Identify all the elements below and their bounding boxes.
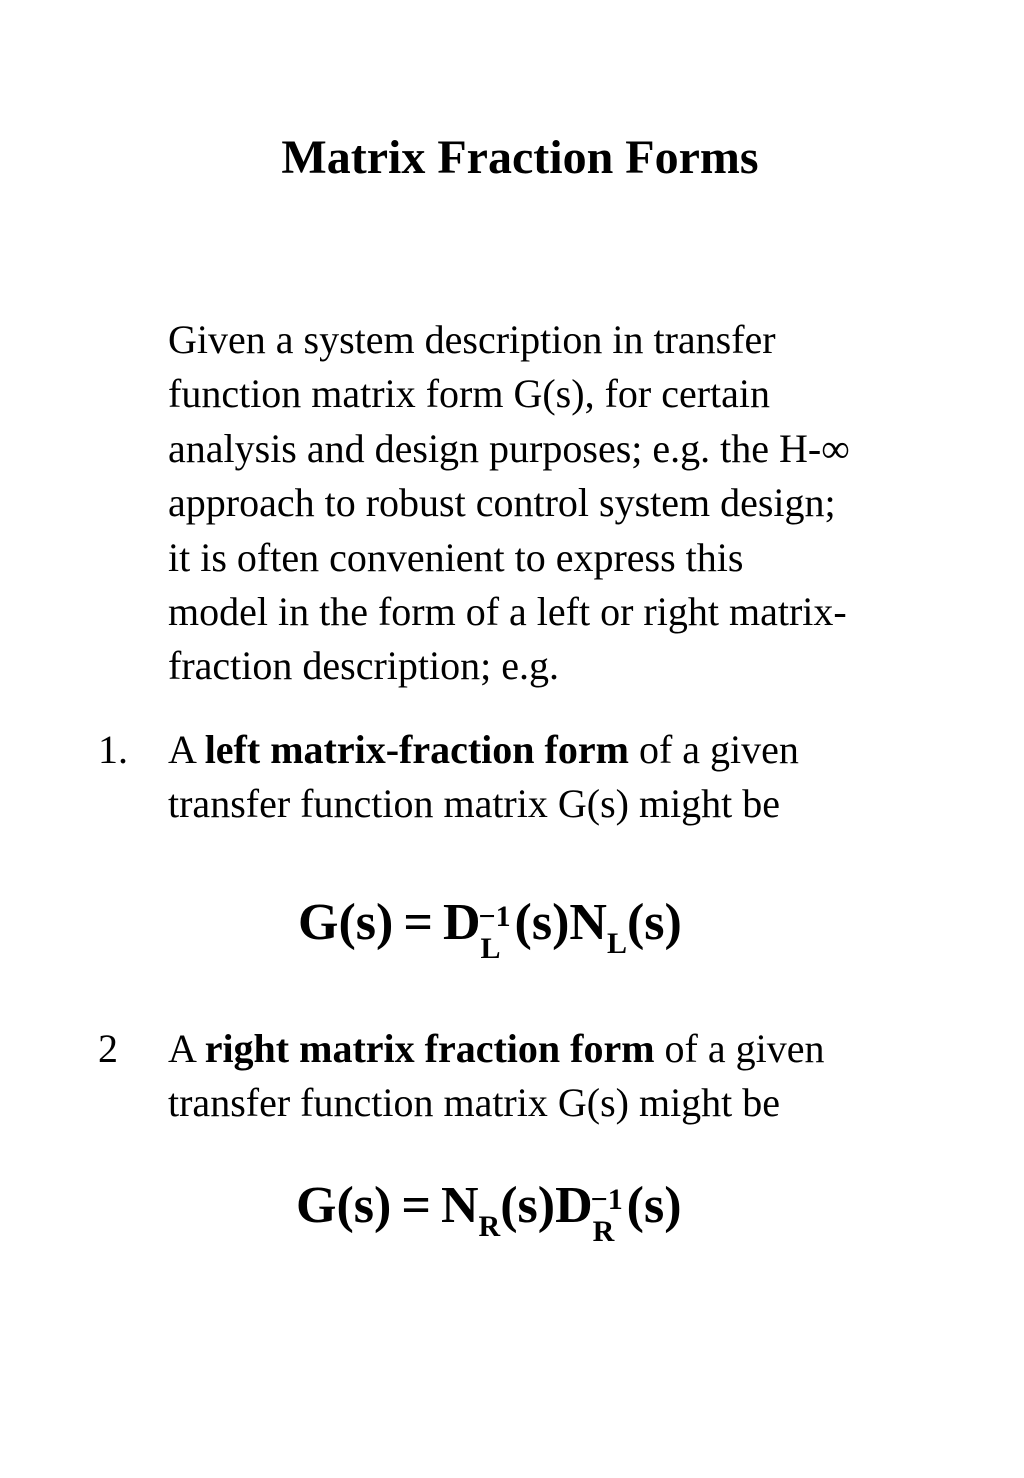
list-item-term: left matrix-fraction form — [204, 727, 629, 772]
intro-line: function matrix form G(s), for certain — [168, 371, 771, 417]
list-item-body — [168, 1022, 988, 1131]
equation-subscript: R — [592, 1215, 615, 1248]
equation-term-base: D — [555, 1177, 593, 1234]
equation-term-arg: (s) — [514, 894, 570, 951]
equation-subscript: L — [606, 927, 627, 960]
intro-line: it is often convenient to express this — [168, 534, 744, 580]
equation-term-arg: (s) — [626, 894, 682, 951]
list-item-number: 1. — [98, 727, 128, 772]
equation-script-stack — [478, 893, 515, 965]
equation-left-form — [298, 893, 682, 965]
equation-superscript: −1 — [478, 900, 511, 933]
list-item-suffix: of a given — [638, 727, 799, 772]
equation-equals: = — [403, 894, 433, 951]
equation-right-form — [296, 1176, 682, 1248]
equation-lhs: G(s) — [296, 1177, 392, 1234]
list-item-prefix: A — [168, 727, 195, 772]
list-item-suffix: of a given — [664, 1026, 825, 1071]
page-title: Matrix Fraction Forms — [281, 131, 759, 184]
intro-line: model in the form of a left or right matrix- — [168, 589, 847, 635]
intro-line: approach to robust control system design; — [168, 480, 836, 526]
equation-script-stack — [590, 1176, 627, 1248]
equation-superscript: −1 — [590, 1183, 623, 1216]
equation-subscript: R — [478, 1210, 501, 1243]
list-item-number: 2 — [98, 1026, 118, 1071]
equation-term-arg: (s) — [626, 1177, 682, 1234]
intro-line: Given a system description in transfer — [168, 317, 776, 362]
list-item-line — [168, 1022, 988, 1076]
equation-term-base: N — [569, 894, 607, 951]
equation-equals: = — [401, 1177, 431, 1234]
equation-term-base: D — [442, 894, 481, 951]
intro-line: fraction description; e.g. — [168, 643, 559, 689]
intro-paragraph — [168, 313, 958, 694]
list-item-term: right matrix fraction form — [204, 1026, 655, 1071]
equation-lhs: G(s) — [298, 894, 394, 951]
list-item-prefix: A — [168, 1026, 195, 1071]
list-item-line2: transfer function matrix G(s) might be — [168, 1080, 781, 1126]
intro-line: analysis and design purposes; e.g. the H-∞ — [168, 425, 850, 471]
equation-subscript: L — [480, 932, 501, 965]
equation-term-base: N — [440, 1177, 479, 1234]
list-item-line2: transfer function matrix G(s) might be — [168, 781, 781, 827]
equation-term-arg: (s) — [500, 1177, 556, 1234]
list-item-line — [168, 723, 988, 777]
list-item-body — [168, 723, 988, 832]
